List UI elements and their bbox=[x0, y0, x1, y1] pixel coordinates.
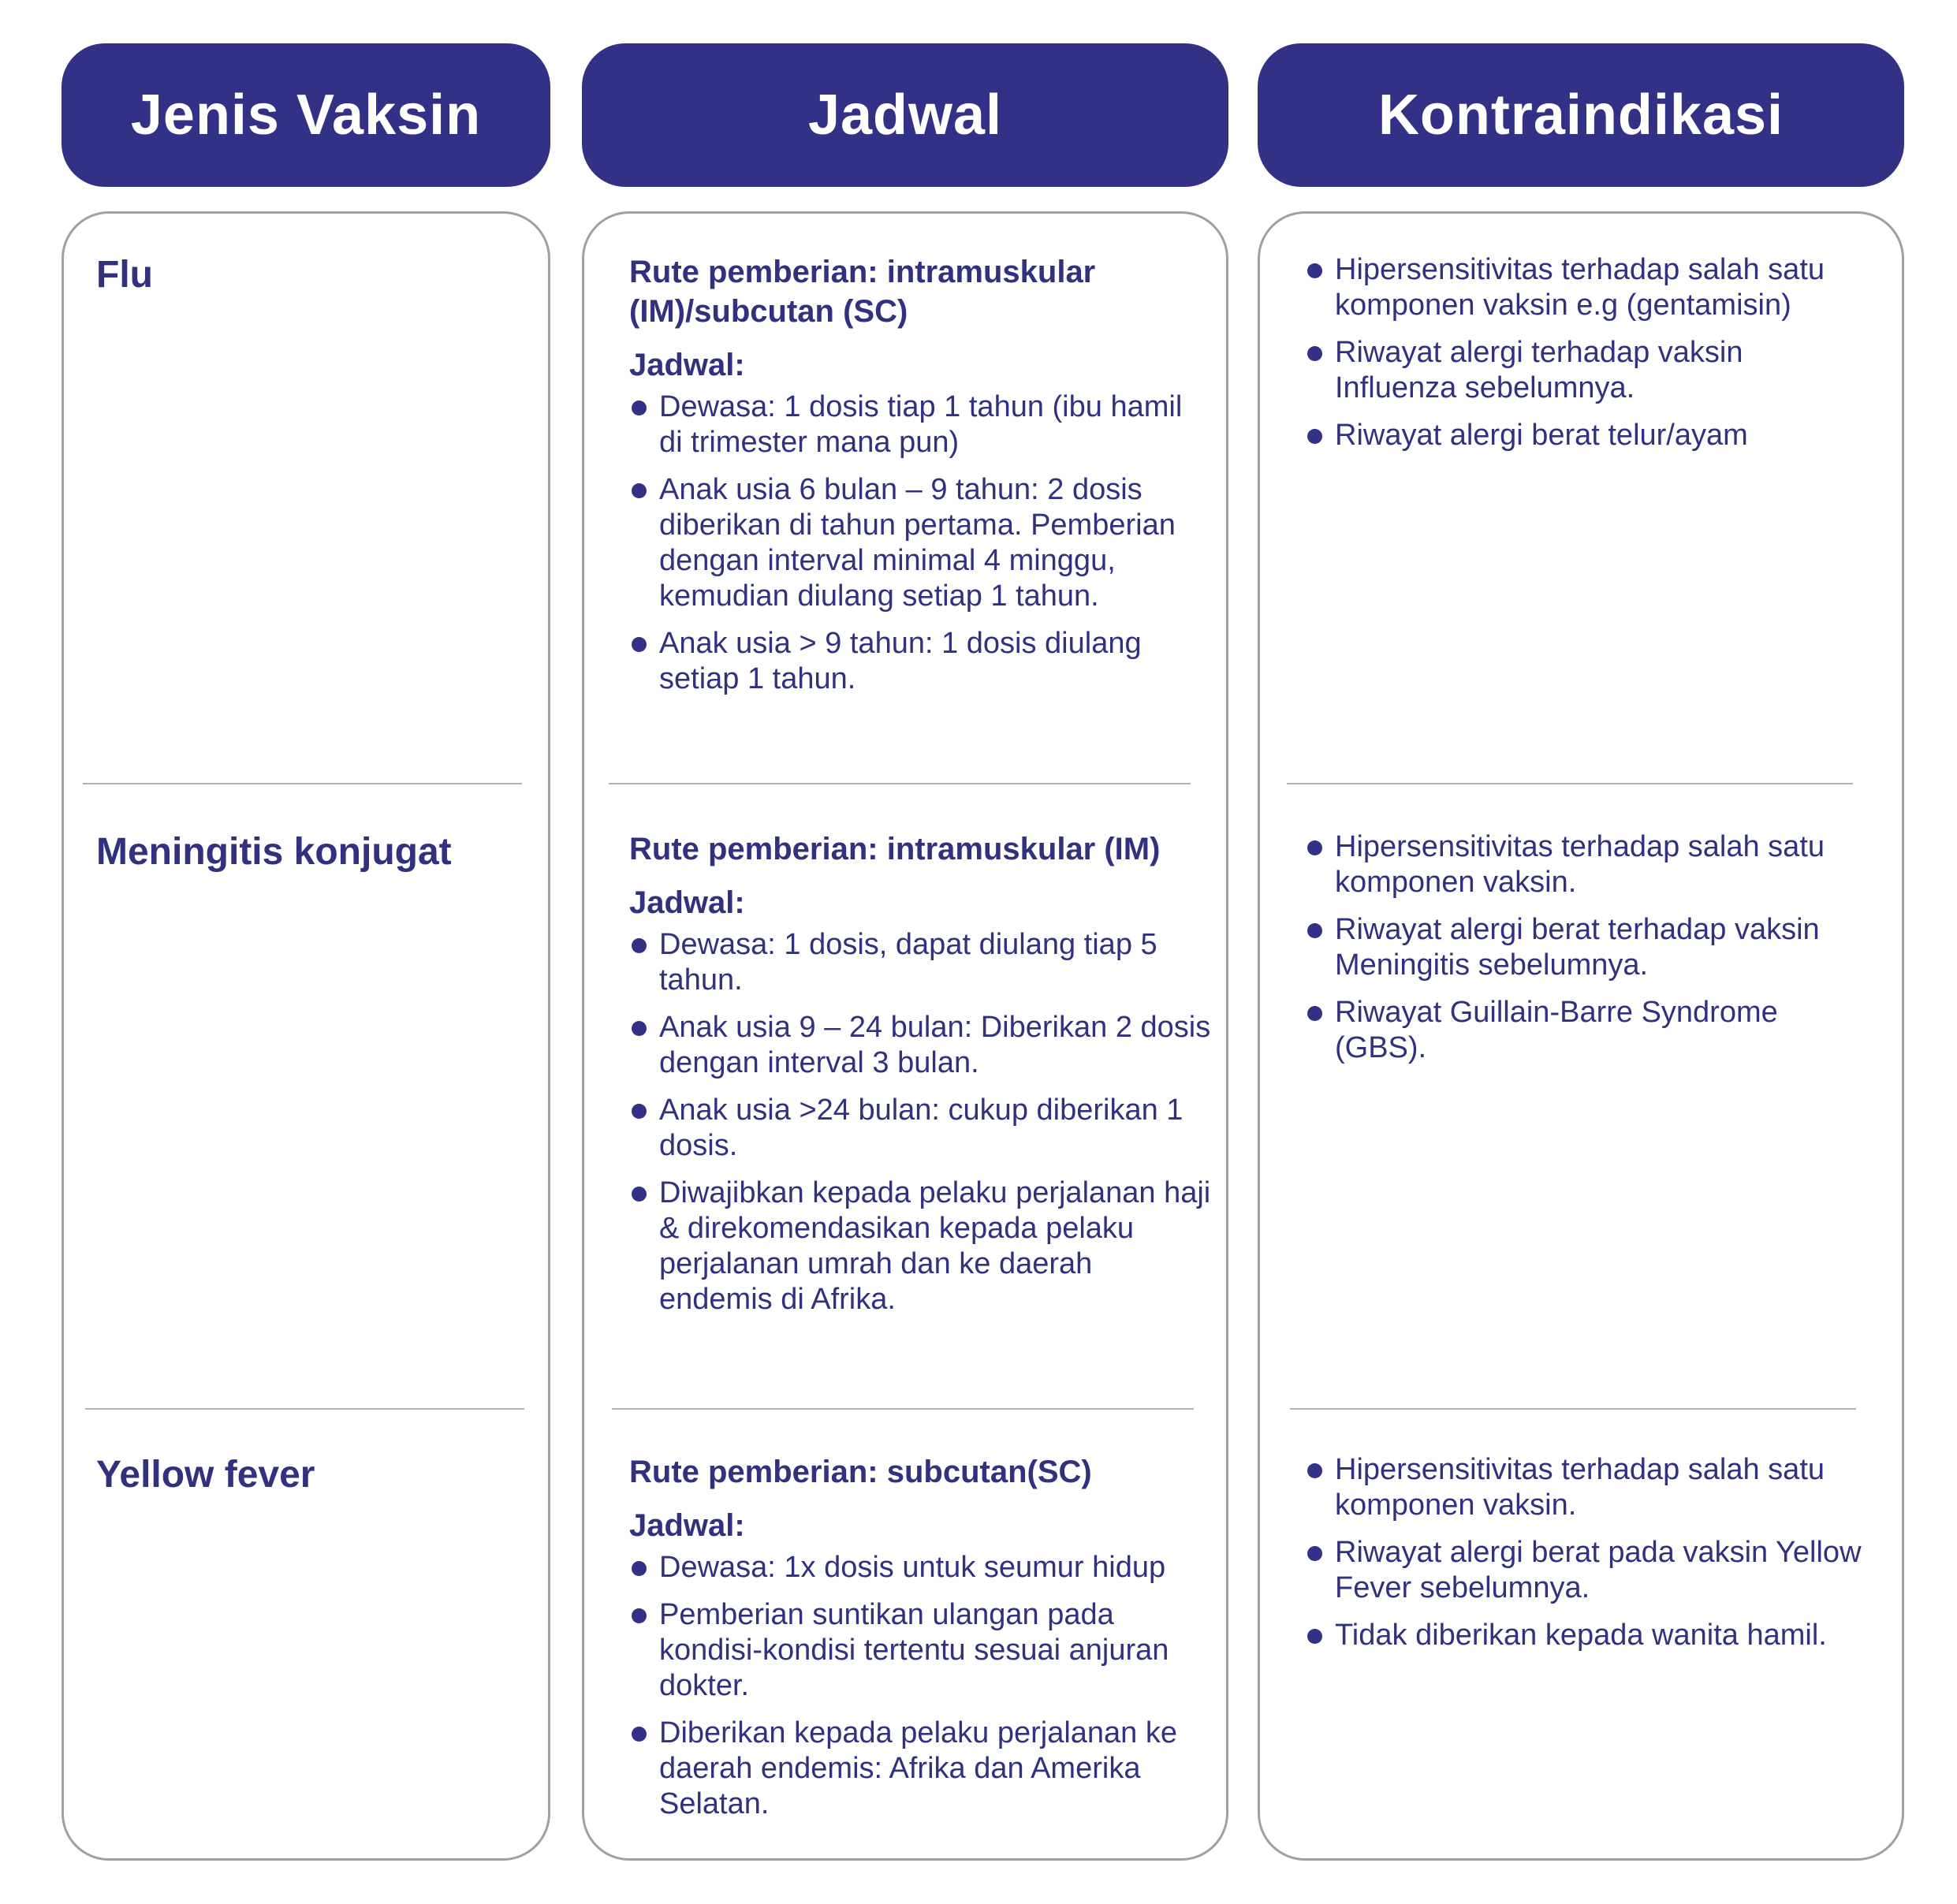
header-jadwal bbox=[582, 43, 1228, 187]
bullet-icon bbox=[632, 1104, 647, 1119]
contra-list bbox=[1305, 252, 1873, 453]
schedule-list bbox=[629, 927, 1213, 1317]
list-item bbox=[1305, 335, 1873, 406]
list-item-text: Hipersensitivitas terhadap salah satu komponen vaksin. bbox=[1335, 830, 1825, 899]
list-item bbox=[629, 1010, 1213, 1081]
list-item bbox=[1305, 995, 1873, 1066]
list-item bbox=[629, 1093, 1213, 1164]
list-item bbox=[1305, 418, 1873, 453]
list-item-text: Dewasa: 1 dosis tiap 1 tahun (ibu hamil di trimester mana pun) bbox=[659, 390, 1183, 459]
list-item-text: Anak usia >24 bulan: cukup diberikan 1 dosis. bbox=[659, 1094, 1184, 1162]
bullet-icon bbox=[632, 401, 647, 415]
bullet-icon bbox=[1307, 346, 1322, 361]
vaccine-name-yellow-fever: Yellow fever bbox=[96, 1454, 315, 1496]
bullet-icon bbox=[632, 637, 647, 652]
header-kontraindikasi-label: Kontraindikasi bbox=[1377, 84, 1784, 147]
list-item-text: Riwayat alergi berat telur/ayam bbox=[1335, 419, 1748, 452]
list-item-text: Anak usia > 9 tahun: 1 dosis diulang setiap 1 tahun. bbox=[659, 627, 1142, 695]
list-item bbox=[629, 1550, 1213, 1585]
bullet-icon bbox=[1307, 263, 1322, 278]
row-divider bbox=[85, 1408, 524, 1410]
contra-yellow-fever bbox=[1305, 1452, 1873, 1665]
list-item bbox=[629, 626, 1213, 697]
bullet-icon bbox=[632, 1561, 647, 1576]
schedule-meningitis bbox=[629, 829, 1213, 1329]
list-item bbox=[1305, 1618, 1873, 1653]
list-item-text: Tidak diberikan kepada wanita hamil. bbox=[1335, 1619, 1827, 1652]
row-divider bbox=[83, 783, 522, 784]
bullet-icon bbox=[1307, 429, 1322, 444]
list-item-text: Diwajibkan kepada pelaku perjalanan haji & direkomendasikan kepada pelaku perjalanan umrah dan ke daerah endemis di Afrika. bbox=[659, 1176, 1211, 1316]
route-text: Rute pemberian: intramuskular (IM) bbox=[629, 832, 1161, 866]
list-item-text: Riwayat Guillain-Barre Syndrome (GBS). bbox=[1335, 996, 1778, 1064]
row-divider bbox=[1287, 783, 1853, 784]
bullet-icon bbox=[632, 1608, 647, 1623]
list-item bbox=[629, 1597, 1213, 1704]
list-item bbox=[629, 1716, 1213, 1822]
contra-list bbox=[1305, 1452, 1873, 1653]
schedule-yellow-fever bbox=[629, 1452, 1213, 1834]
schedule-list bbox=[629, 389, 1213, 697]
list-item-text: Riwayat alergi terhadap vaksin Influenza sebelumnya. bbox=[1335, 336, 1743, 404]
list-item-text: Hipersensitivitas terhadap salah satu komponen vaksin e.g (gentamisin) bbox=[1335, 253, 1825, 322]
contra-meningitis bbox=[1305, 829, 1873, 1078]
list-item bbox=[629, 927, 1213, 998]
bullet-icon bbox=[632, 938, 647, 953]
list-item-text: Hipersensitivitas terhadap salah satu komponen vaksin. bbox=[1335, 1453, 1825, 1522]
bullet-icon bbox=[632, 1727, 647, 1742]
bullet-icon bbox=[1307, 840, 1322, 855]
bullet-icon bbox=[1307, 1463, 1322, 1478]
header-jadwal-label: Jadwal bbox=[807, 84, 1003, 147]
bullet-icon bbox=[1307, 1006, 1322, 1021]
schedule-list bbox=[629, 1550, 1213, 1822]
schedule-label: Jadwal: bbox=[629, 348, 745, 382]
list-item bbox=[629, 1176, 1213, 1317]
list-item bbox=[1305, 1535, 1873, 1606]
bullet-icon bbox=[1307, 1629, 1322, 1644]
contra-list bbox=[1305, 829, 1873, 1066]
bullet-icon bbox=[632, 1187, 647, 1202]
column-jenis-vaksin bbox=[62, 211, 550, 1861]
header-jenis-vaksin bbox=[62, 43, 550, 187]
list-item-text: Pemberian suntikan ulangan pada kondisi-kondisi tertentu sesuai anjuran dokter. bbox=[659, 1598, 1169, 1702]
schedule-flu bbox=[629, 252, 1213, 709]
list-item bbox=[1305, 912, 1873, 983]
vaccine-name-flu: Flu bbox=[96, 254, 153, 296]
schedule-label: Jadwal: bbox=[629, 885, 745, 920]
row-divider bbox=[1290, 1408, 1856, 1410]
list-item-text: Dewasa: 1 dosis, dapat diulang tiap 5 tahun. bbox=[659, 928, 1157, 997]
header-kontraindikasi bbox=[1258, 43, 1904, 187]
list-item-text: Diberikan kepada pelaku perjalanan ke daerah endemis: Afrika dan Amerika Selatan. bbox=[659, 1716, 1178, 1820]
list-item-text: Dewasa: 1x dosis untuk seumur hidup bbox=[659, 1551, 1166, 1584]
list-item-text: Riwayat alergi berat pada vaksin Yellow Fever sebelumnya. bbox=[1335, 1536, 1862, 1604]
vaccine-name-meningitis: Meningitis konjugat bbox=[96, 831, 452, 873]
route-text: Rute pemberian: intramuskular (IM)/subcutan (SC) bbox=[629, 255, 1096, 329]
bullet-icon bbox=[1307, 1546, 1322, 1561]
bullet-icon bbox=[1307, 923, 1322, 938]
list-item bbox=[1305, 829, 1873, 900]
header-jenis-vaksin-label: Jenis Vaksin bbox=[130, 84, 482, 147]
row-divider bbox=[612, 1408, 1194, 1410]
row-divider bbox=[609, 783, 1191, 784]
list-item bbox=[1305, 252, 1873, 323]
list-item-text: Riwayat alergi berat terhadap vaksin Meningitis sebelumnya. bbox=[1335, 913, 1820, 982]
contra-flu bbox=[1305, 252, 1873, 465]
list-item bbox=[629, 389, 1213, 460]
list-item bbox=[1305, 1452, 1873, 1523]
bullet-icon bbox=[632, 1021, 647, 1036]
bullet-icon bbox=[632, 483, 647, 498]
list-item bbox=[629, 472, 1213, 614]
list-item-text: Anak usia 9 – 24 bulan: Diberikan 2 dosis dengan interval 3 bulan. bbox=[659, 1011, 1211, 1079]
schedule-label: Jadwal: bbox=[629, 1508, 745, 1543]
route-text: Rute pemberian: subcutan(SC) bbox=[629, 1455, 1092, 1489]
list-item-text: Anak usia 6 bulan – 9 tahun: 2 dosis diberikan di tahun pertama. Pemberian dengan interval minimal 4 minggu, kemudian diulang setiap 1 tahun. bbox=[659, 473, 1176, 613]
